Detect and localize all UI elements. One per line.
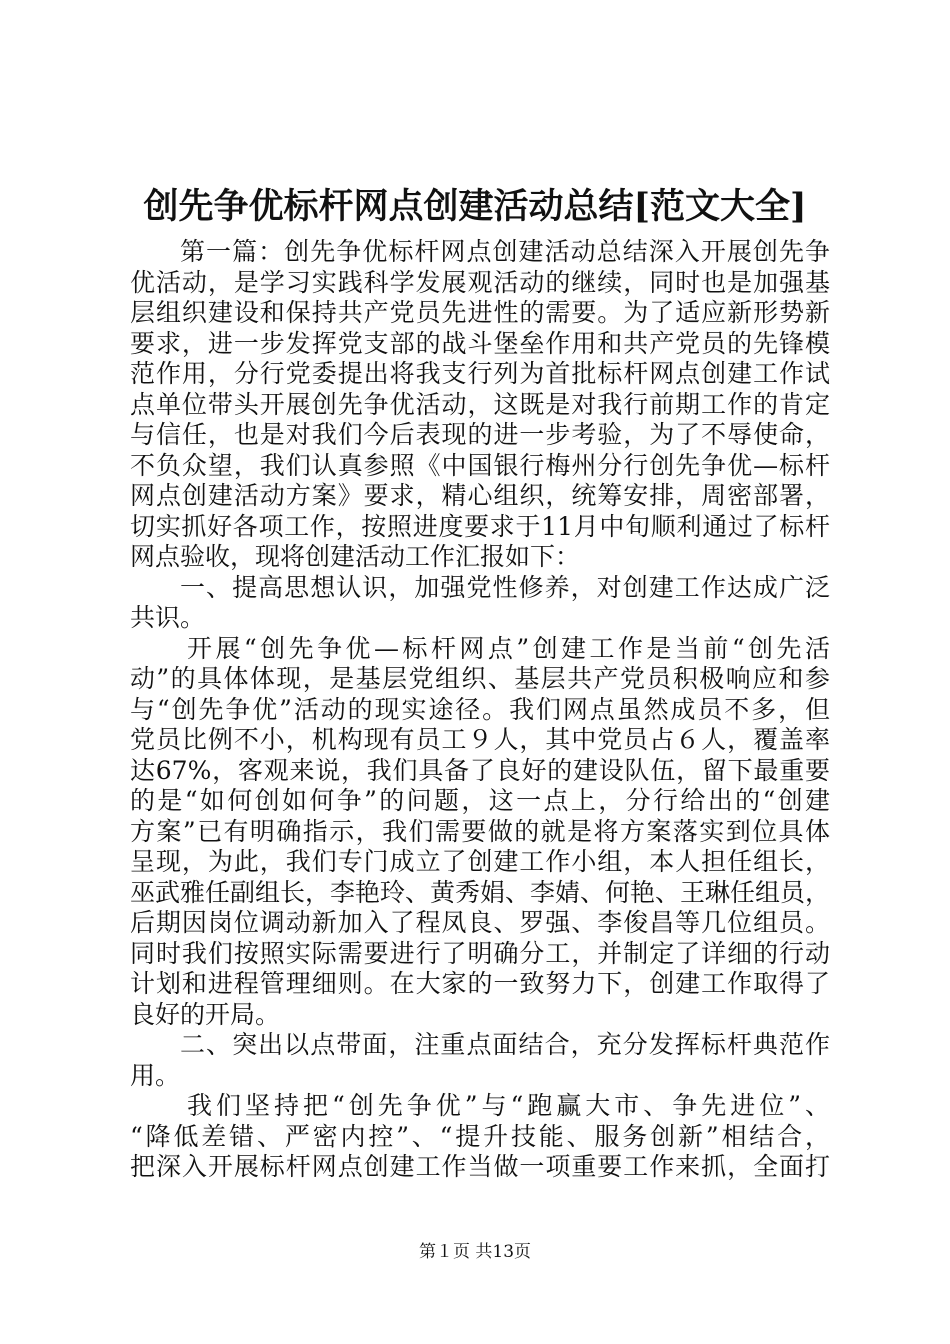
text-line: 优活动，是学习实践科学发展观活动的继续，同时也是加强基	[130, 267, 830, 297]
text-line: 网点创建活动方案》要求，精心组织，统筹安排，周密部署，	[130, 481, 830, 510]
document-body	[130, 237, 830, 1183]
text-line: 我们坚持把“创先争优”与“跑赢大市、争先进位”、	[187, 1091, 830, 1120]
page-number: 第１页 共13页	[418, 1242, 532, 1262]
paragraph-section-two	[130, 1091, 830, 1183]
text-line: 呈现，为此，我们专门成立了创建工作小组，本人担任组长，	[130, 847, 830, 876]
text-line: 要求，进一步发挥党支部的战斗堡垒作用和共产党员的先锋模	[130, 328, 830, 358]
text-line: 巫武雅任副组长，李艳玲、黄秀娟、李婧、何艳、王琳任组员，	[130, 877, 831, 907]
paragraph-intro	[130, 237, 830, 573]
section-heading-one	[130, 573, 830, 634]
text-line: 的是“如何创如何争”的问题，这一点上，分行给出的“创建	[130, 786, 830, 815]
text-line: 一、提高思想认识，加强党性修养，对创建工作达成广泛	[180, 572, 830, 602]
text-line: 网点验收，现将创建活动工作汇报如下：	[130, 542, 581, 571]
paragraph-section-one	[130, 634, 830, 1031]
text-line: 把深入开展标杆网点创建工作当做一项重要工作来抓，全面打	[130, 1152, 830, 1181]
text-line: 层组织建设和保持共产党员先进性的需要。为了适应新形势新	[130, 298, 830, 327]
text-line: 不负众望，我们认真参照《中国银行梅州分行创先争优—标杆	[130, 450, 830, 480]
document-title: 创先争优标杆网点创建活动总结[范文大全]	[143, 186, 807, 227]
text-line: 达67%，客观来说，我们具备了良好的建设队伍，留下最重要	[130, 755, 830, 785]
text-line: 后期因岗位调动新加入了程凤良、罗强、李俊昌等几位组员。	[130, 908, 830, 937]
text-line: 良好的开局。	[130, 999, 281, 1029]
text-line: 同时我们按照实际需要进行了明确分工，并制定了详细的行动	[130, 938, 830, 968]
text-line: 第一篇：创先争优标杆网点创建活动总结深入开展创先争	[180, 237, 830, 266]
text-line: 开展“创先争优—标杆网点”创建工作是当前“创先活	[187, 633, 830, 663]
text-line: 二、突出以点带面，注重点面结合，充分发挥标杆典范作	[180, 1030, 830, 1059]
text-line: “降低差错、严密内控”、“提升技能、服务创新”相结合，	[130, 1121, 830, 1151]
text-line: 共识。	[130, 603, 206, 632]
text-line: 与信任，也是对我们今后表现的进一步考验，为了不辱使命，	[130, 420, 830, 449]
text-line: 党员比例不小，机构现有员工９人，其中党员占６人，覆盖率	[130, 725, 830, 754]
text-line: 动”的具体体现，是基层党组织、基层共产党员积极响应和参	[130, 664, 830, 693]
section-heading-two	[130, 1030, 830, 1091]
text-line: 点单位带头开展创先争优活动，这既是对我行前期工作的肯定	[130, 389, 830, 419]
text-line: 方案”已有明确指示，我们需要做的就是将方案落实到位具体	[130, 816, 830, 846]
text-line: 用。	[130, 1060, 181, 1090]
text-line: 与“创先争优”活动的现实途径。我们网点虽然成员不多，但	[130, 694, 830, 724]
text-line: 范作用，分行党委提出将我支行列为首批标杆网点创建工作试	[130, 359, 830, 388]
text-line: 计划和进程管理细则。在大家的一致努力下，创建工作取得了	[130, 969, 830, 998]
text-line: 切实抓好各项工作，按照进度要求于11月中旬顺利通过了标杆	[130, 511, 830, 541]
